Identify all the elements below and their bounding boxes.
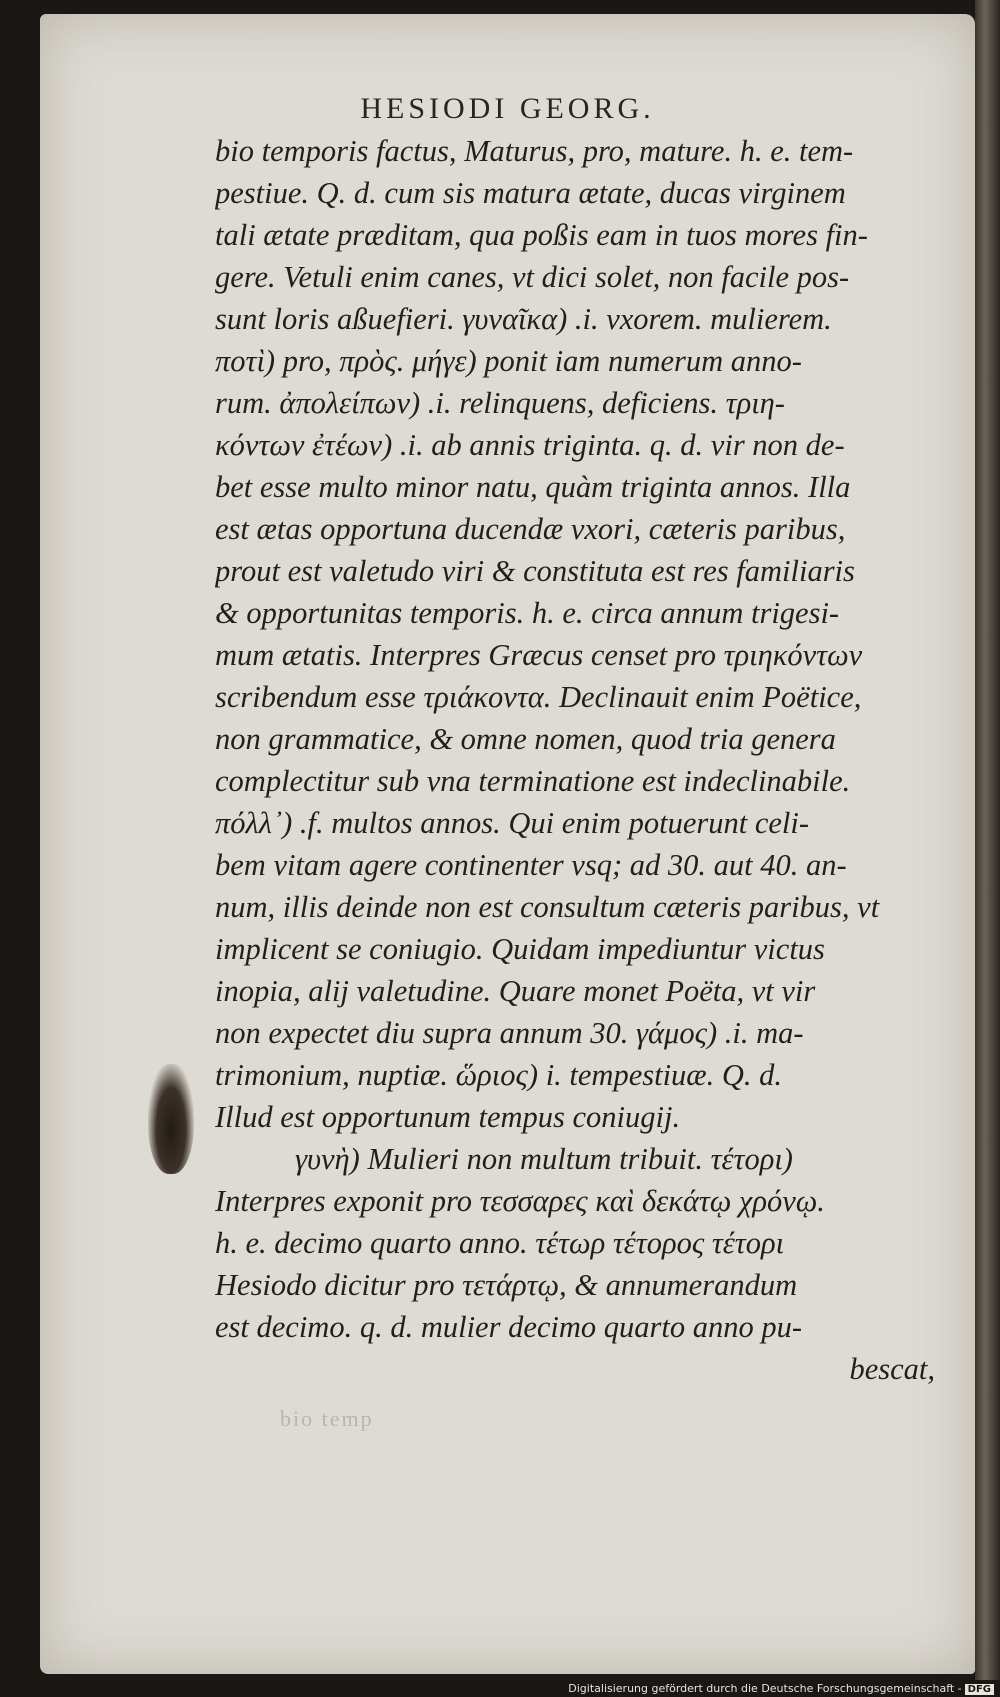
text-line: scribendum esse τριάκοντα. Declinauit enim Poëtice, bbox=[215, 680, 862, 714]
text-line: trimonium, nuptiæ. ὥριος) i. tempestiuæ. Q. d. bbox=[215, 1058, 783, 1092]
text-line: rum. ἀπολείπων) .i. relinquens, deficiens. τριη- bbox=[215, 386, 785, 420]
digitization-credit bbox=[568, 1682, 994, 1695]
text-line: πόλλ᾽) .f. multos annos. Qui enim potuerunt celi- bbox=[215, 806, 810, 840]
text-line: num, illis deinde non est consultum cæteris paribus, vt bbox=[215, 890, 880, 924]
book-page bbox=[40, 14, 975, 1674]
text-line: tali ætate præditam, qua poßis eam in tuos mores fin- bbox=[215, 218, 868, 252]
text-line: γυνὴ) Mulieri non multum tribuit. τέτορι) bbox=[295, 1142, 793, 1176]
text-line: non grammatice, & omne nomen, quod tria genera bbox=[215, 722, 836, 756]
text-line: & opportunitas temporis. h. e. circa annum trigesi- bbox=[215, 596, 840, 630]
ink-stain bbox=[148, 1064, 194, 1174]
text-line: ποτὶ) pro, πρὸς. μήγε) ponit iam numerum anno- bbox=[215, 344, 802, 378]
text-line: non expectet diu supra annum 30. γάμος) .i. ma- bbox=[215, 1016, 804, 1050]
text-line: est decimo. q. d. mulier decimo quarto anno pu- bbox=[215, 1310, 803, 1344]
text-line: Hesiodo dicitur pro τετάρτῳ, & annumerandum bbox=[215, 1268, 798, 1302]
body-text bbox=[215, 130, 955, 1390]
text-line: inopia, alij valetudine. Quare monet Poëta, vt vir bbox=[215, 974, 816, 1008]
text-line: gere. Vetuli enim canes, vt dici solet, non facile pos- bbox=[215, 260, 850, 294]
running-header: HESIODI GEORG. bbox=[360, 92, 655, 125]
credit-text: Digitalisierung gefördert durch die Deutsche Forschungsgemeinschaft - bbox=[568, 1682, 962, 1695]
text-line: implicent se coniugio. Quidam impediuntur victus bbox=[215, 932, 825, 966]
text-line: est ætas opportuna ducendæ vxori, cæteris paribus, bbox=[215, 512, 846, 546]
dfg-logo: DFG bbox=[965, 1684, 994, 1695]
text-line: bet esse multo minor natu, quàm triginta annos. Illa bbox=[215, 470, 851, 504]
text-line: bio temporis factus, Maturus, pro, mature. h. e. tem- bbox=[215, 134, 854, 168]
text-line: h. e. decimo quarto anno. τέτωρ τέτορος τέτορι bbox=[215, 1226, 785, 1260]
text-line: κόντων ἐτέων) .i. ab annis triginta. q. d. vir non de- bbox=[215, 428, 845, 462]
text-line: Interpres exponit pro τεσσαρες καὶ δεκάτῳ χρόνῳ. bbox=[215, 1184, 825, 1218]
text-line: complectitur sub vna terminatione est indeclinabile. bbox=[215, 764, 851, 798]
text-line: mum ætatis. Interpres Græcus censet pro τριηκόντων bbox=[215, 638, 863, 672]
text-line: bem vitam agere continenter vsq; ad 30. aut 40. an- bbox=[215, 848, 847, 882]
catchword: bescat, bbox=[849, 1352, 935, 1386]
page-edge bbox=[975, 0, 1000, 1680]
show-through-text: bio temp bbox=[280, 1406, 374, 1431]
text-line: Illud est opportunum tempus coniugij. bbox=[215, 1100, 681, 1134]
text-line: sunt loris aßuefieri. γυναῖκα) .i. vxorem. mulierem. bbox=[215, 302, 832, 336]
text-line: prout est valetudo viri & constituta est res familiaris bbox=[215, 554, 855, 588]
text-line: pestiue. Q. d. cum sis matura ætate, ducas virginem bbox=[215, 176, 846, 210]
